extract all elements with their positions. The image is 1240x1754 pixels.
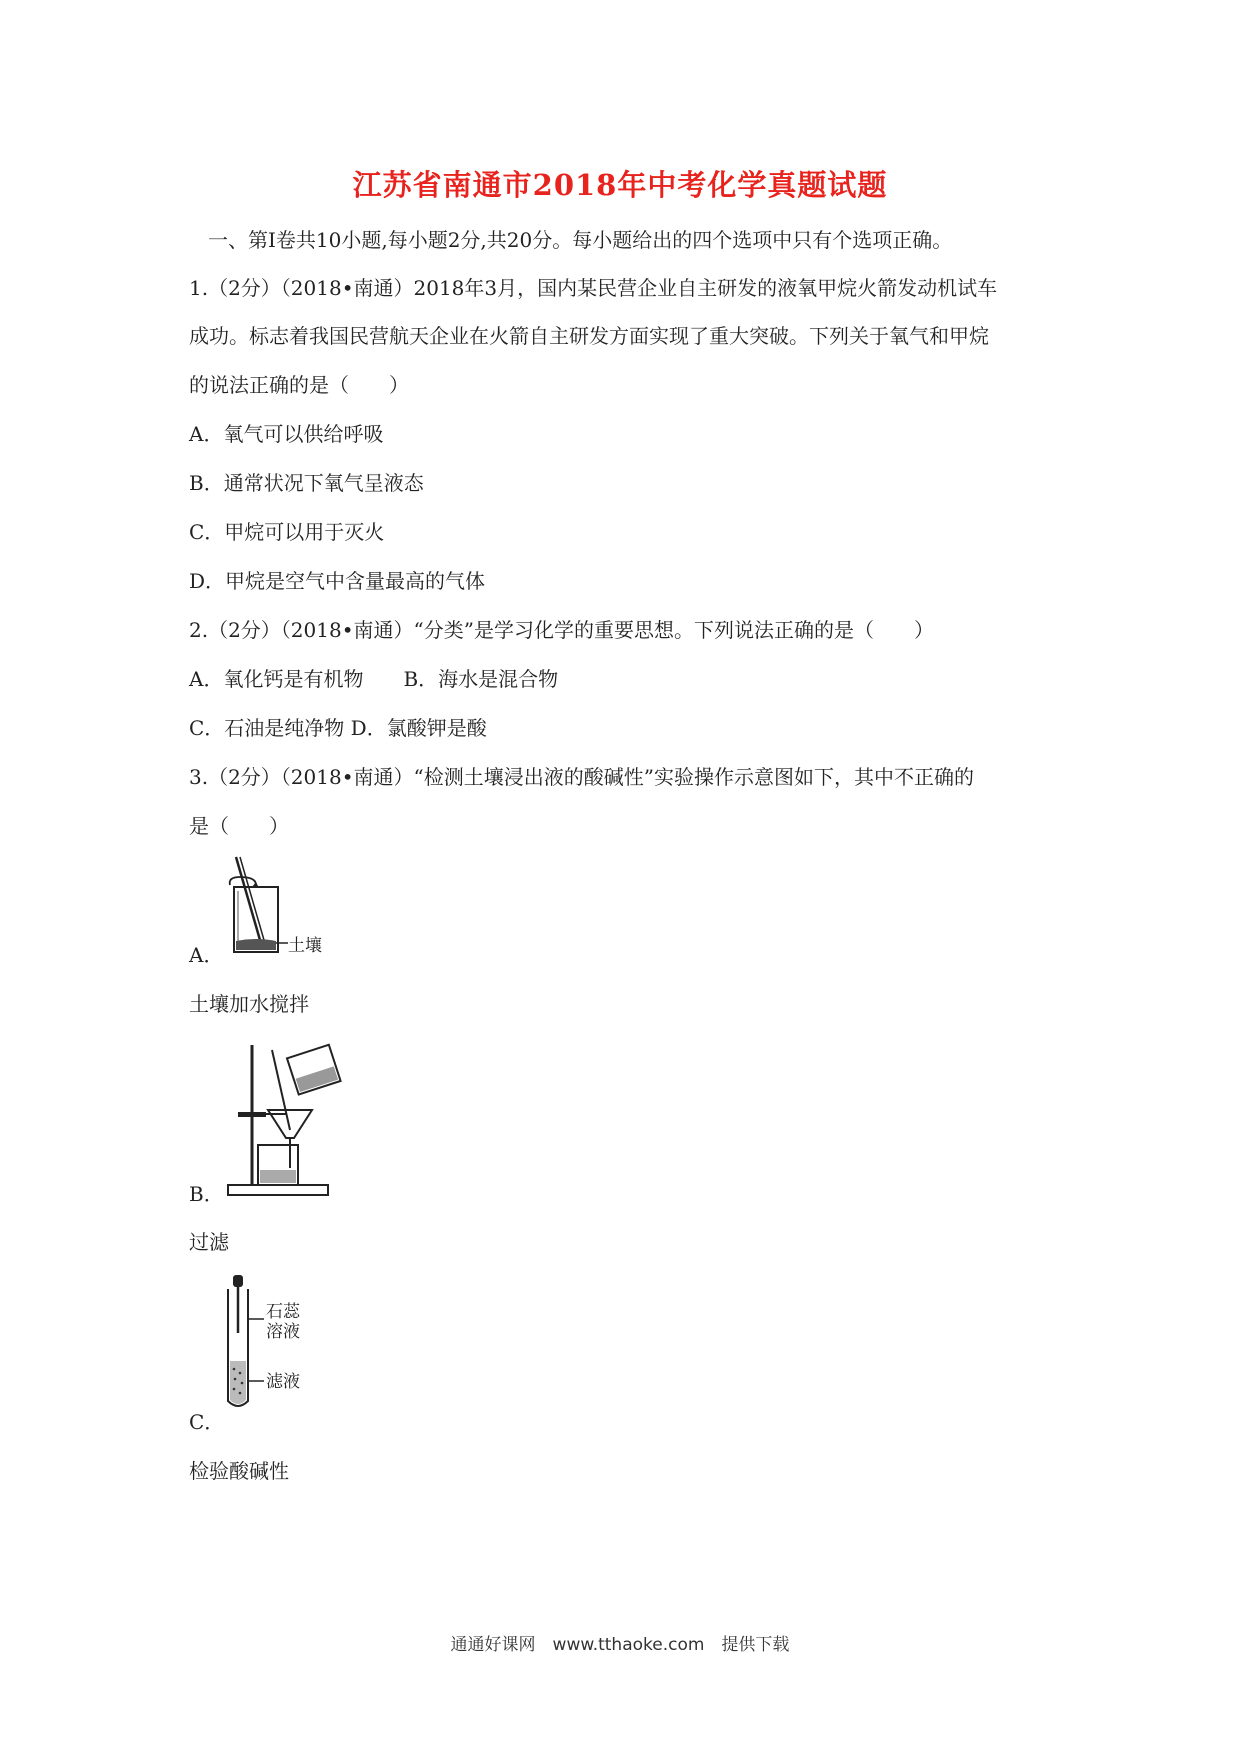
q3-option-c-caption: 检验酸碱性 <box>189 1459 289 1483</box>
q1-option-a: A．氧气可以供给呼吸 <box>189 422 384 446</box>
figure-c-label-solution: 溶液 <box>266 1322 300 1342</box>
q1-stem-line2: 成功。标志着我国民营航天企业在火箭自主研发方面实现了重大突破。下列关于氧气和甲烷 <box>189 324 989 348</box>
q2-stem: 2.（2分）（2018•南通）“分类”是学习化学的重要思想。下列说法正确的是（ ） <box>189 618 934 642</box>
q2-options-ab: A．氧化钙是有机物 B．海水是混合物 <box>189 667 559 691</box>
q1-option-c: C．甲烷可以用于灭火 <box>189 520 385 544</box>
page-title: 江苏省南通市2018年中考化学真题试题 <box>352 168 888 202</box>
q3-option-b-caption: 过滤 <box>189 1230 229 1254</box>
q3-option-a-caption: 土壤加水搅拌 <box>189 992 309 1016</box>
figure-a-label: 土壤 <box>288 936 322 956</box>
section-intro: 一、第Ⅰ卷共10小题,每小题2分,共20分。每小题给出的四个选项中只有个选项正确。 <box>208 228 953 252</box>
soil-stirring-figure <box>226 855 336 960</box>
q3-option-c-letter: C． <box>189 1410 225 1434</box>
figure-c-label-filtrate: 滤液 <box>266 1372 300 1392</box>
q3-stem-line1: 3.（2分）（2018•南通）“检测土壤浸出液的酸碱性”实验操作示意图如下，其中不正确的 <box>189 765 974 789</box>
footer-download-note: 通通好课网 www.tthaoke.com 提供下载 <box>450 1635 790 1655</box>
q3-option-a-letter: A． <box>189 943 224 967</box>
q3-stem-line2: 是（ ） <box>189 814 289 838</box>
q1-option-d: D．甲烷是空气中含量最高的气体 <box>189 569 486 593</box>
q1-option-b: B．通常状况下氧气呈液态 <box>189 471 424 495</box>
q2-options-cd: C．石油是纯净物 D．氯酸钾是酸 <box>189 716 487 740</box>
q3-option-b-letter: B． <box>189 1182 224 1206</box>
q1-stem-line3: 的说法正确的是（ ） <box>189 373 409 397</box>
figure-c-label-litmus: 石蕊 <box>266 1302 300 1322</box>
test-tube-figure <box>222 1273 332 1413</box>
filtration-figure <box>226 1040 356 1200</box>
q1-stem-line1: 1.（2分）（2018•南通）2018年3月，国内某民营企业自主研发的液氧甲烷火箭发动机试车 <box>189 276 998 300</box>
